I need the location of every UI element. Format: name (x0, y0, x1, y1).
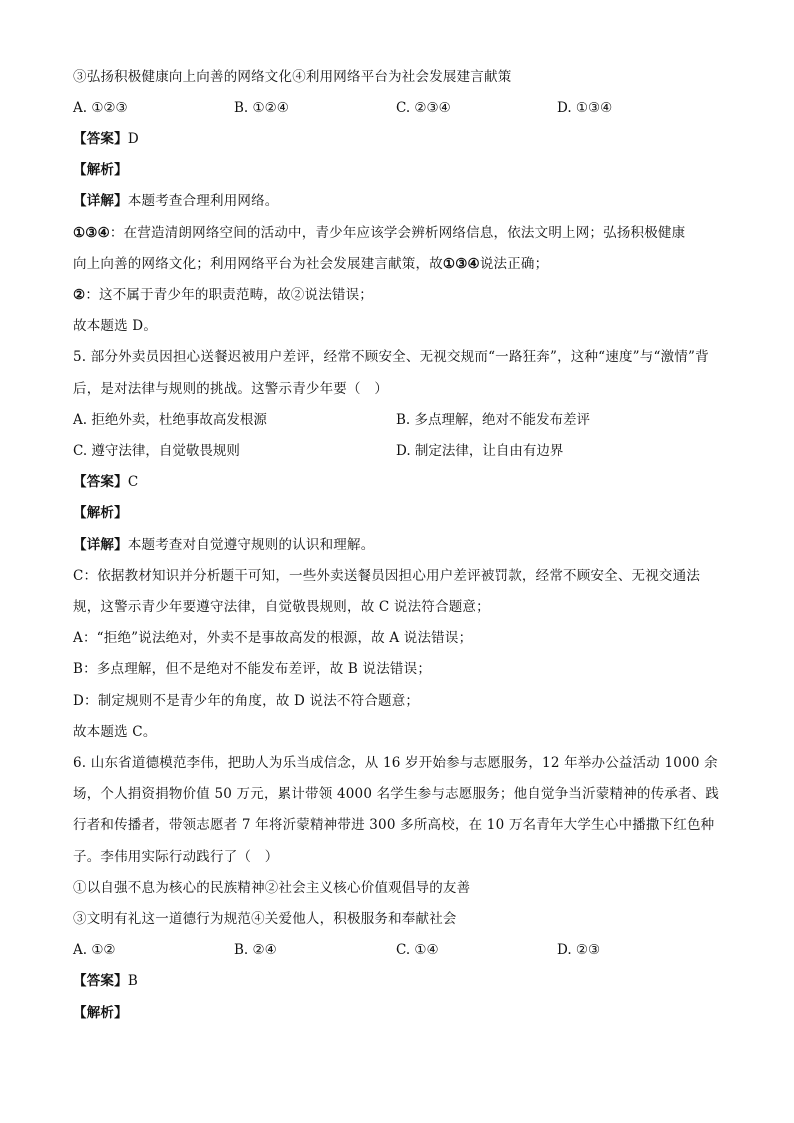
q4-answer-value: D (127, 131, 139, 147)
q5-option-c: C. 遵守法律，自觉敬畏规则 (73, 443, 240, 459)
detail-tag: 【详解】 (73, 193, 128, 209)
q4-option-d: D. ①③④ (557, 100, 613, 116)
q4-answer-line (73, 130, 139, 148)
q4-conclusion: 故本题选 D。 (73, 318, 158, 334)
q6-option-a: A. ①② (73, 942, 116, 958)
q4-option-a: A. ①②③ (73, 100, 128, 116)
q6-stem-line-2: 场，个人捐资捐物价值 50 万元，累计带领 4000 名学生参与志愿服务；他自觉争当沂蒙精神的传承者、践 (73, 786, 720, 802)
q6-option-c: C. ①④ (396, 942, 439, 958)
q5-option-a: A. 拒绝外卖，杜绝事故高发根源 (73, 412, 267, 428)
q6-option-b: B. ②④ (234, 942, 277, 958)
q4-detail-text: 本题考查合理利用网络。 (127, 193, 279, 209)
q5-explanation-c1: C：依据教材知识并分析题干可知，一些外卖送餐员因担心用户差评被罚款，经常不顾安全、无视交通法 (73, 568, 701, 584)
q4-option-c: C. ②③④ (396, 100, 451, 116)
detail-tag: 【详解】 (73, 537, 128, 553)
q6-stem-line-4: 子。李伟用实际行动践行了（ ） (73, 849, 279, 865)
q6-statements-3-4: ③文明有礼这一道德行为规范④关爱他人，积极服务和奉献社会 (73, 911, 457, 927)
q5-explanation-d: D：制定规则不是青少年的角度，故 D 说法不符合题意； (73, 693, 420, 709)
q5-detail-text: 本题考查对自觉遵守规则的认识和理解。 (127, 537, 375, 553)
q4-analysis-tag: 【解析】 (73, 162, 128, 178)
q5-option-d: D. 制定法律，让自由有边界 (396, 443, 564, 459)
answer-tag: 【答案】 (73, 474, 128, 490)
q5-analysis-tag: 【解析】 (73, 505, 128, 521)
q4-explanation-2: ②：这不属于青少年的职责范畴，故②说法错误； (73, 287, 374, 303)
q6-answer-value: B (127, 973, 138, 989)
q5-answer-value: C (127, 474, 139, 490)
q5-stem-line-2: 后，是对法律与规则的挑战。这警示青少年要（ ） (73, 381, 389, 397)
q5-stem-line-1: 5. 部分外卖员因担心送餐迟被用户差评，经常不顾安全、无视交规而“一路狂奔”，这种“速度”与“激情”背 (73, 349, 709, 365)
q5-explanation-a: A：“拒绝”说法绝对，外卖不是事故高发的根源，故 A 说法错误； (73, 630, 473, 646)
answer-tag: 【答案】 (73, 131, 128, 147)
q6-analysis-tag: 【解析】 (73, 1005, 128, 1021)
q6-statements-1-2: ①以自强不息为核心的民族精神②社会主义核心价值观倡导的友善 (73, 880, 471, 896)
q5-answer-line (73, 473, 138, 491)
q5-option-b: B. 多点理解，绝对不能发布差评 (396, 412, 591, 428)
q4-explanation-1b: 向上向善的网络文化；利用网络平台为社会发展建言献策，故①③④说法正确； (73, 256, 549, 272)
answer-tag: 【答案】 (73, 973, 128, 989)
q5-conclusion: 故本题选 C。 (73, 724, 157, 740)
q4-detail-line (73, 192, 279, 210)
q6-answer-line (73, 972, 138, 990)
q5-detail-line (73, 536, 374, 554)
q6-stem-line-1: 6. 山东省道德模范李伟，把助人为乐当成信念，从 16 岁开始参与志愿服务，12 年举办公益活动 1000 余 (73, 755, 718, 771)
q4-option-b: B. ①②④ (234, 100, 289, 116)
q6-stem-line-3: 行者和传播者，带领志愿者 7 年将沂蒙精神带进 300 多所高校，在 10 万名青年大学生心中播撒下红色种 (73, 817, 715, 833)
q6-option-d: D. ②③ (557, 942, 601, 958)
q4-statements-3-4: ③弘扬积极健康向上向善的网络文化④利用网络平台为社会发展建言献策 (73, 69, 512, 85)
q5-explanation-b: B：多点理解，但不是绝对不能发布差评，故 B 说法错误； (73, 661, 432, 677)
q5-explanation-c2: 规，这警示青少年要遵守法律，自觉敬畏规则，故 C 说法符合题意； (73, 599, 490, 615)
q4-explanation-1a: ①③④：在营造清朗网络空间的活动中，青少年应该学会辨析网络信息，依法文明上网；弘扬积极健康 (73, 225, 686, 241)
